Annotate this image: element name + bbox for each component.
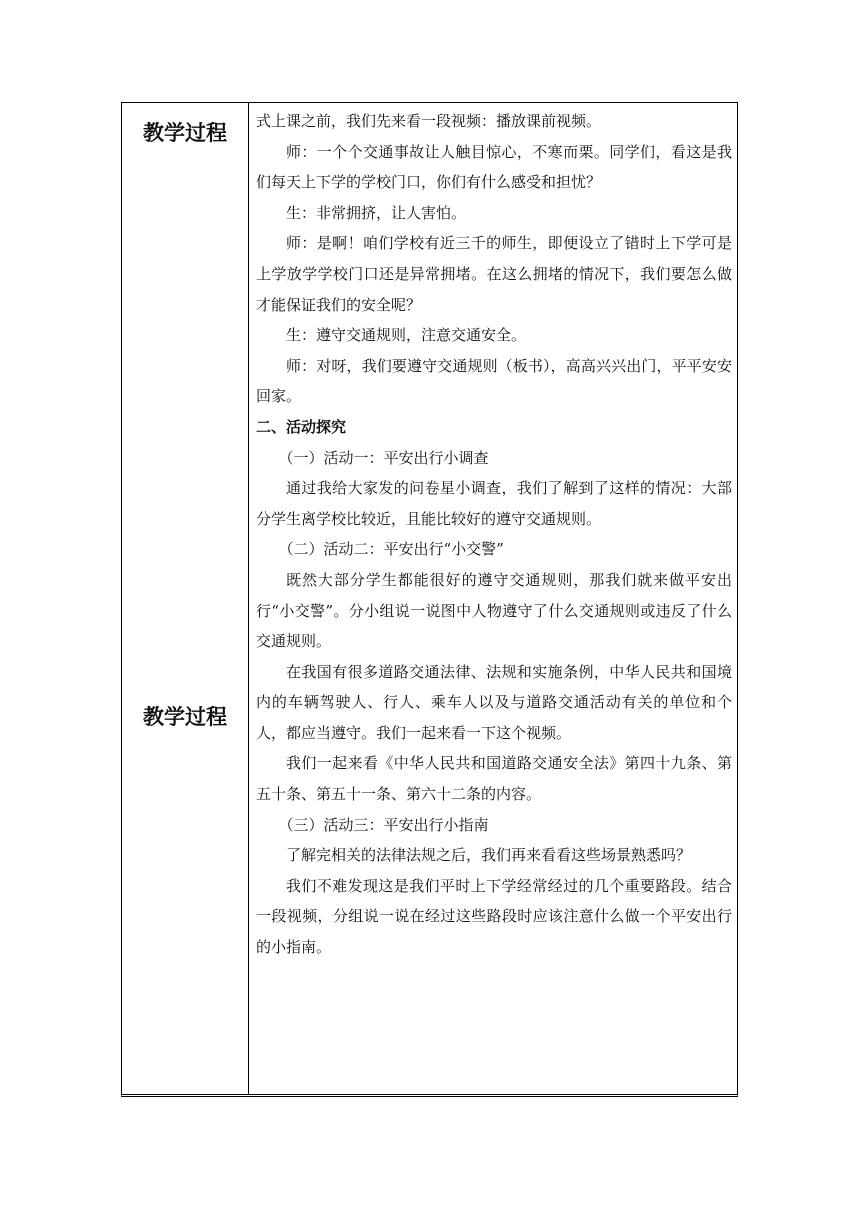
paragraph: 通过我给大家发的问卷星小调查，我们了解到了这样的情况：大部分学生离学校比较近，且能比较好的遵守交通规则。: [256, 479, 732, 528]
paragraph: 生：遵守交通规则，注意交通安全。: [286, 326, 527, 345]
paragraph: 师：是啊！咱们学校有近三千的师生，即便设立了错时上下学可是上学放学学校门口还是异常拥堵。在这么拥堵的情况下，我们要怎么做才能保证我们的安全呢？: [256, 234, 732, 314]
activity-title: （二）活动二：平安出行“小交警”: [278, 540, 504, 559]
activity-title: （三）活动三：平安出行小指南: [278, 815, 489, 834]
paragraph: 了解完相关的法律法规之后，我们再来看看这些场景熟悉吗？: [286, 846, 692, 865]
paragraph: 师：一个个交通事故让人触目惊心，不寒而栗。同学们，看这是我们每天上下学的学校门口，你们有什么感受和担忧？: [256, 142, 732, 192]
paragraph: 生：非常拥挤，让人害怕。: [286, 203, 467, 222]
paragraph: 在我国有很多道路交通法律、法规和实施条例，中华人民共和国境内的车辆驾驶人、行人、乘车人以及与道路交通活动有关的单位和个人，都应当遵守。我们一起来看一下这个视频。: [256, 662, 732, 742]
paragraph: 我们一起来看《中华人民共和国道路交通安全法》第四十九条、第五十条、第五十一条、第六十二条的内容。: [256, 754, 732, 804]
row-heading-middle: 教学过程: [143, 705, 227, 729]
column-divider: [248, 103, 249, 1094]
paragraph: 既然大部分学生都能很好的遵守交通规则，那我们就来做平安出行“小交警”。分小组说一说图中人物遵守了什么交通规则或违反了什么交通规则。: [256, 570, 732, 651]
lesson-content: [256, 106, 732, 963]
paragraph: 我们不难发现这是我们平时上下学经常经过的几个重要路段。结合一段视频，分组说一说在经过这些路段时应该注意什么做一个平安出行的小指南。: [256, 876, 732, 957]
row-heading-top: 教学过程: [143, 121, 227, 145]
paragraph: 式上课之前，我们先来看一段视频：播放课前视频。: [256, 112, 602, 130]
section-title: 二、活动探究: [256, 417, 347, 436]
paragraph: 师：对呀，我们要遵守交通规则（板书），高高兴兴出门，平平安安回家。: [256, 356, 732, 406]
activity-title: （一）活动一：平安出行小调查: [278, 448, 489, 467]
